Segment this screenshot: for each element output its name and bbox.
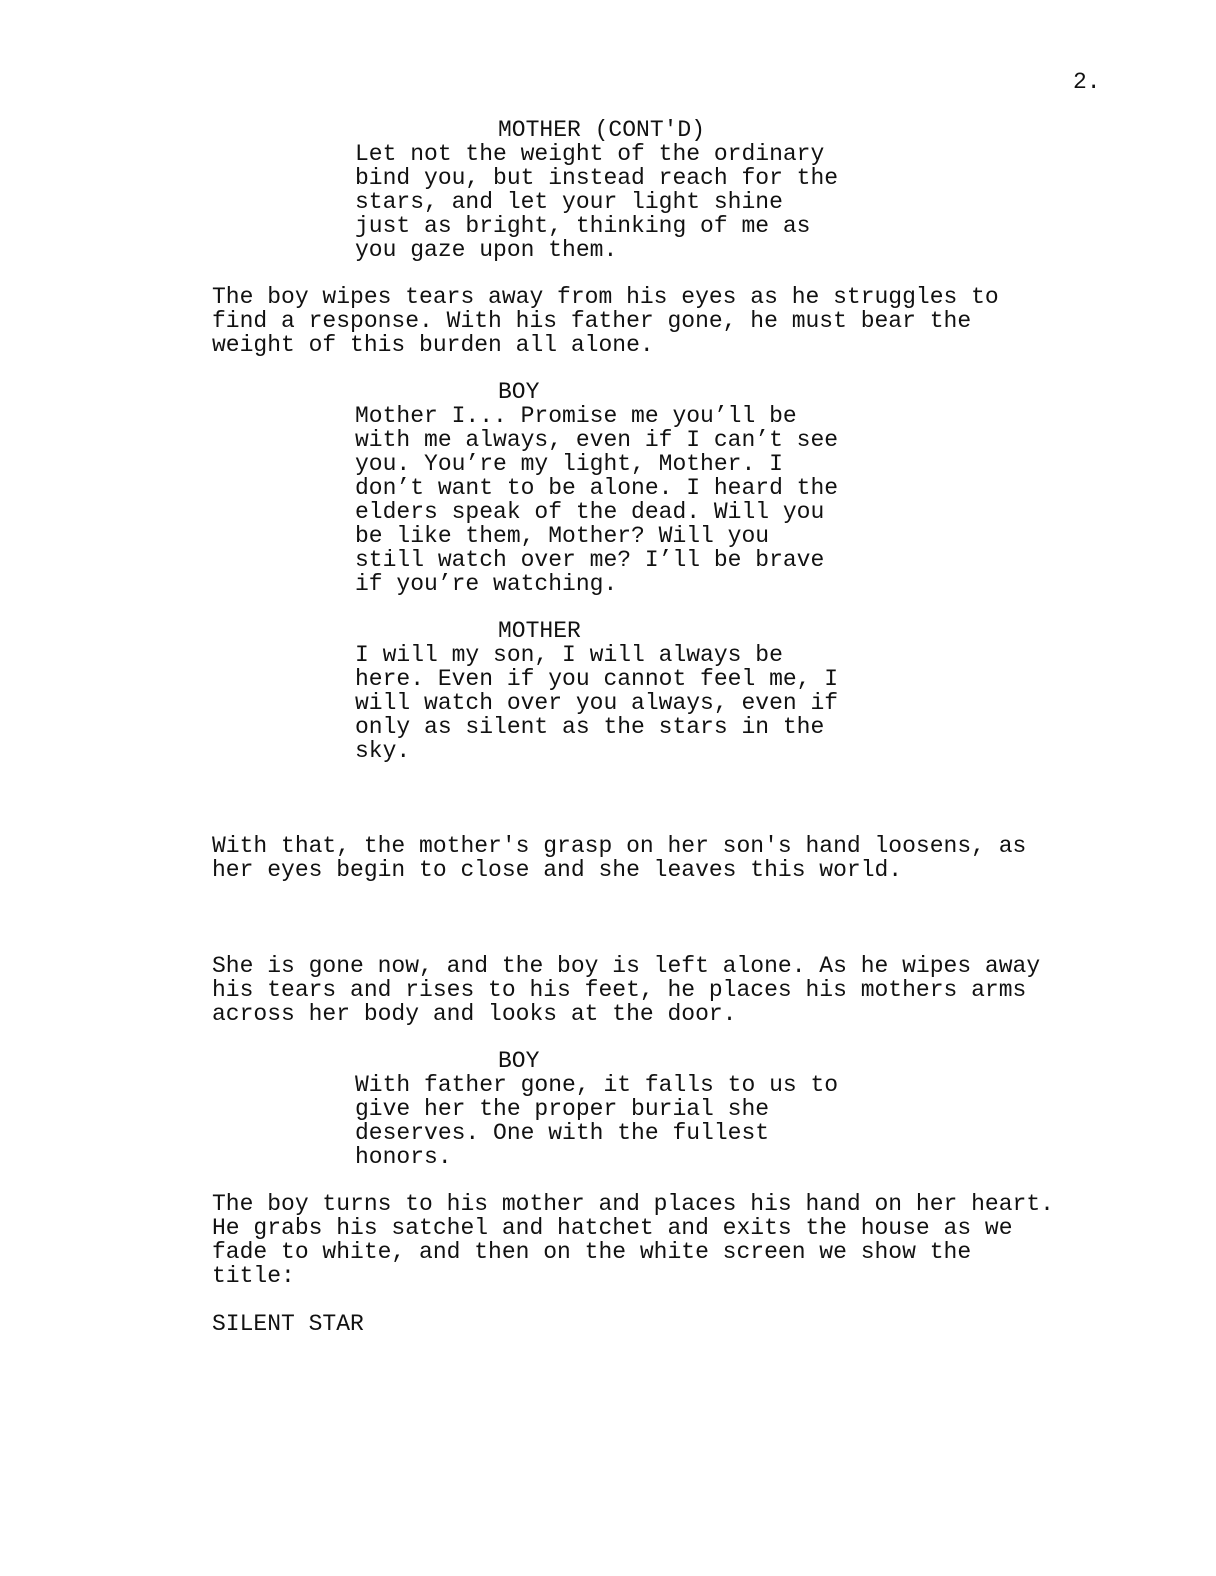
character-name-mother-contd: MOTHER (CONT'D) [498,117,706,143]
page-number: 2. [1073,69,1101,95]
character-name-boy: BOY [498,379,540,405]
dialogue-mother-2: I will my son, I will always be here. Even if you cannot feel me, I will watch over you always, even if only as silent as the stars in the sky. [355,642,839,764]
dialogue-mother-1: Let not the weight of the ordinary bind you, but instead reach for the stars, and let your light shine just as bright, thinking of me as you gaze upon them. [355,141,839,263]
dialogue-boy-1: Mother I... Promise me you’ll be with me always, even if I can’t see you. You’re my light, Mother. I don’t want to be alone. I heard the elders speak of the dead. Will you be like them, Mother? Will you still watch over me? I’ll be brave if you’re watching. [355,403,839,597]
action-mother-passes: With that, the mother's grasp on her son's hand loosens, as her eyes begin to close and she leaves this world. [212,833,1027,883]
action-boy-exits: The boy turns to his mother and places his hand on her heart. He grabs his satchel and hatchet and exits the house as we fade to white, and then on the white screen we show the title: [212,1191,1054,1289]
film-title: SILENT STAR [212,1311,364,1337]
action-boy-wipes-tears: The boy wipes tears away from his eyes as he struggles to find a response. With his father gone, he must bear the weight of this burden all alone. [212,284,999,358]
action-boy-alone: She is gone now, and the boy is left alone. As he wipes away his tears and rises to his feet, he places his mothers arms across her body and looks at the door. [212,953,1041,1027]
character-name-mother: MOTHER [498,618,581,644]
character-name-boy-2: BOY [498,1048,540,1074]
dialogue-boy-2: With father gone, it falls to us to give her the proper burial she deserves. One with the fullest honors. [355,1072,839,1170]
